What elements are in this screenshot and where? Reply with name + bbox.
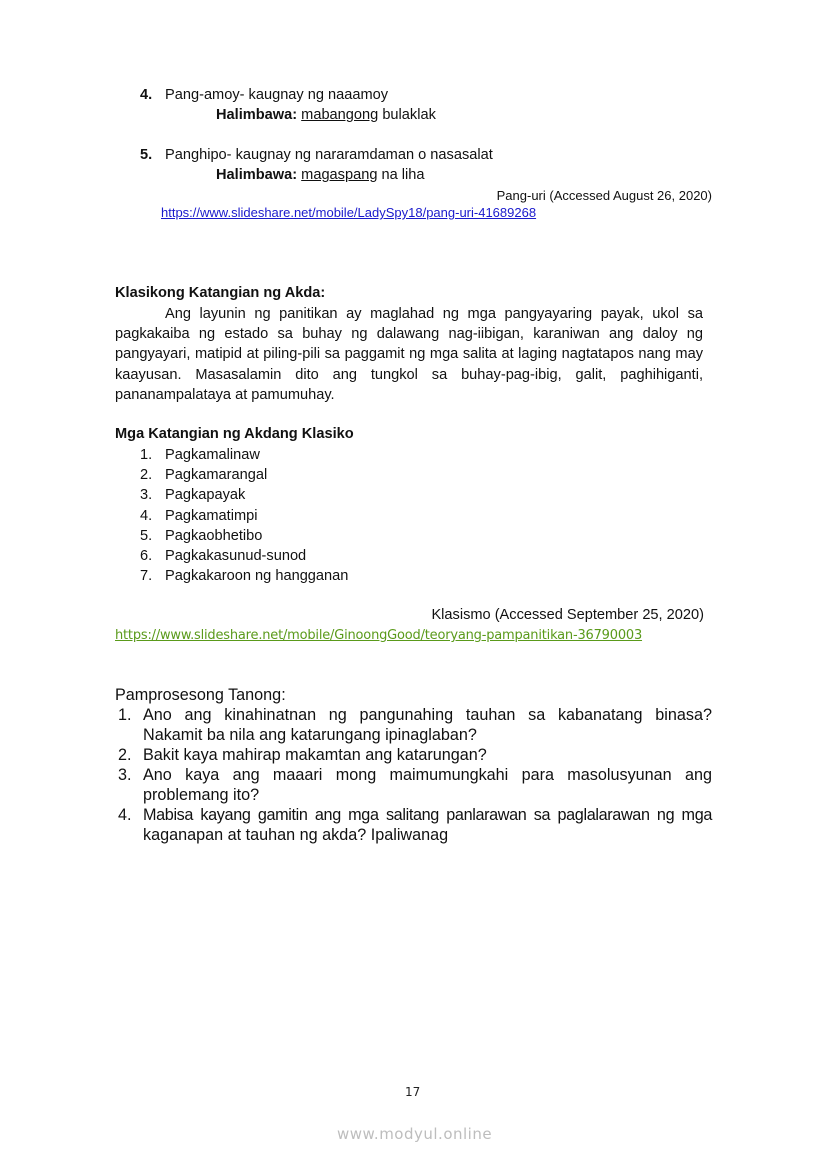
list-text: Pagkamarangal — [165, 467, 268, 484]
list-number: 3. — [140, 487, 153, 504]
sense-term: Panghipo- kaugnay ng nararamdaman o nasasalat — [165, 147, 493, 163]
example-label: Halimbawa: — [216, 167, 298, 183]
list-item — [140, 546, 540, 566]
question-number: 1. — [118, 706, 132, 724]
list-text: Pagkamatimpi — [165, 507, 258, 524]
klasiko-paragraph — [115, 304, 703, 405]
question-line: problemang ito? — [143, 786, 260, 804]
sense-term: Pang-amoy- kaugnay ng naaamoy — [165, 87, 389, 103]
list-number: 2. — [140, 467, 153, 484]
list-number: 7. — [140, 568, 153, 585]
citation-text: Pang-uri (Accessed August 26, 2020) — [496, 188, 712, 203]
question-number: 2. — [118, 746, 132, 764]
section-heading: Klasikong Katangian ng Akda: — [115, 285, 326, 301]
questions-heading: Pamprosesong Tanong: — [115, 686, 286, 704]
citation-link[interactable]: https://www.slideshare.net/mobile/GinoongGood/teoryang-pampanitikan-36790003 — [115, 628, 643, 643]
list-text: Pagkaobhetibo — [165, 527, 263, 544]
katangian-list — [140, 445, 540, 586]
list-item — [140, 465, 540, 485]
example-line — [216, 167, 425, 183]
list-number: 4. — [140, 87, 153, 103]
list-number: 5. — [140, 527, 153, 544]
list-item — [140, 445, 540, 465]
list-number: 6. — [140, 547, 153, 564]
page-number: 17 — [405, 1085, 421, 1099]
list-item — [140, 485, 540, 505]
list-number: 1. — [140, 447, 153, 463]
example-underlined-word: mabangong — [301, 107, 379, 123]
example-rest: bulaklak — [378, 107, 436, 123]
question-line: Mabisa kayang gamitin ang mga salitang panlarawan sa paglalarawan ng mga — [143, 806, 712, 824]
question-number: 3. — [118, 766, 132, 784]
question-line: Ano ang kinahinatnan ng pangunahing tauhan sa kabanatang binasa? — [143, 706, 712, 724]
list-text: Pagkapayak — [165, 487, 246, 504]
list-item — [140, 566, 540, 586]
list-number: 5. — [140, 147, 153, 163]
watermark: www.modyul.online — [337, 1125, 493, 1143]
example-line — [216, 107, 436, 123]
questions-list — [118, 705, 712, 845]
section-heading: Mga Katangian ng Akdang Klasiko — [115, 426, 354, 442]
question-item — [118, 705, 712, 745]
question-item — [118, 805, 712, 845]
citation-link[interactable]: https://www.slideshare.net/mobile/LadySpy18/pang-uri-41689268 — [161, 205, 537, 220]
citation-text: Klasismo (Accessed September 25, 2020) — [431, 607, 704, 623]
list-item — [140, 526, 540, 546]
question-line: Ano kaya ang maaari mong maimumungkahi para masolusyunan ang — [143, 766, 712, 784]
list-number: 4. — [140, 507, 153, 524]
question-number: 4. — [118, 806, 132, 824]
example-underlined-word: magaspang — [301, 167, 378, 183]
paragraph-text: Ang layunin ng panitikan ay maglahad ng mga pangyayaring payak, ukol sa pagkakaiba ng estado sa buhay ng dalawang nag-iibigan, karaniwan ang daloy ng pangyayari, matipid at piling-pili sa paggamit ng mga salita at laging nagtatapos nang may kaayusan. Masasalamin dito ang tungkol sa buhay-pag-ibig, galit, paghihiganti, pananampalataya at pamumuhay. — [115, 306, 703, 403]
question-line: Nakamit ba nila ang katarungang ipinaglaban? — [143, 726, 477, 744]
list-item — [140, 506, 540, 526]
question-item — [118, 745, 712, 765]
question-line: kaganapan at tauhan ng akda? Ipaliwanag — [143, 826, 449, 844]
list-text: Pagkakasunud-sunod — [165, 547, 307, 564]
example-label: Halimbawa: — [216, 107, 298, 123]
list-text: Pagkamalinaw — [165, 447, 260, 463]
question-item — [118, 765, 712, 805]
example-rest: na liha — [377, 167, 425, 183]
question-line: Bakit kaya mahirap makamtan ang katarungan? — [143, 746, 487, 764]
list-text: Pagkakaroon ng hangganan — [165, 568, 349, 585]
